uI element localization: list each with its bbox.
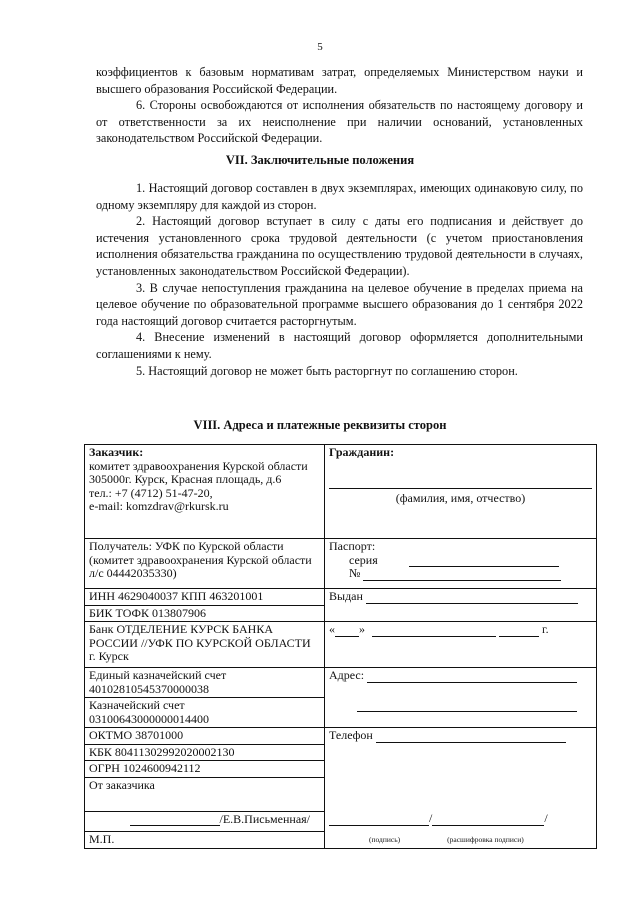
customer-oktmo: ОКТМО 38701000 bbox=[85, 728, 325, 745]
customer-seal: М.П. bbox=[85, 831, 325, 848]
passport-block bbox=[325, 539, 597, 589]
phone-line[interactable] bbox=[376, 730, 566, 743]
clause-1: 1. Настоящий договор составлен в двух экземплярах, имеющих одинаковую силу, по одному экземпляру для каждой из сторон. bbox=[96, 181, 583, 212]
customer-signature bbox=[85, 811, 325, 831]
fio-line[interactable] bbox=[329, 464, 592, 489]
customer-treasury-account bbox=[85, 698, 325, 728]
section-7-body bbox=[96, 180, 583, 379]
phone-label: Телефон bbox=[329, 728, 373, 742]
decoding-caption: (расшифровка подписи) bbox=[447, 835, 524, 844]
treasury-account-value: 03100643000000014400 bbox=[89, 711, 209, 726]
customer-phone: тел.: +7 (4712) 51-47-20, bbox=[89, 485, 213, 500]
customer-ogrn: ОГРН 1024600942112 bbox=[85, 761, 325, 778]
date-day-line[interactable] bbox=[335, 624, 359, 637]
citizen-signature bbox=[325, 811, 597, 831]
customer-bik: БИК ТОФК 013807906 bbox=[85, 605, 325, 622]
clause-2: 2. Настоящий договор вступает в силу с даты его подписания и действует до истечения установленного срока трудовой деятельности (с учетом приостановления исполнения обязательства гражданина по осуществлению трудовой деятельности в случаях, установленных законодательством Российской Федерации). bbox=[96, 214, 583, 278]
date-month-line[interactable] bbox=[372, 624, 496, 637]
clause-3: 3. В случае непоступления гражданина на целевое обучение в пределах приема на целевое обучение по образовательной программе высшего образования до 1 сентября 2022 года настоящий договор считается расторгнутым. bbox=[96, 280, 583, 328]
address-line-2[interactable] bbox=[357, 699, 577, 712]
section-8-title: VIII. Адреса и платежные реквизиты сторон bbox=[193, 418, 447, 432]
passport-number-line[interactable] bbox=[363, 568, 561, 581]
address-continuation bbox=[325, 698, 597, 728]
paragraph-continuation: коэффициентов к базовым нормативам затрат, определяемых Министерством науки и высшего образования Российской Федерации. bbox=[96, 65, 583, 96]
passport-series-label: серия bbox=[349, 552, 378, 567]
date-open-quote: « bbox=[329, 622, 335, 636]
issue-date-row bbox=[325, 622, 597, 668]
section-7-title: VII. Заключительные положения bbox=[225, 153, 415, 167]
clause-4: 4. Внесение изменений в настоящий договор оформляется дополнительными соглашениями к нему. bbox=[96, 330, 583, 361]
intro-text bbox=[96, 64, 583, 147]
paragraph-6: 6. Стороны освобождаются от исполнения обязательств по настоящему договору и от ответственности за их неисполнение при наличии оснований, установленных законодательством Российской Федерации. bbox=[96, 98, 583, 146]
passport-label: Паспорт: bbox=[329, 539, 376, 553]
signature-caption: (подпись) bbox=[369, 835, 401, 844]
issued-row bbox=[325, 589, 597, 606]
unified-account-label: Единый казначейский счет bbox=[89, 668, 227, 682]
page-number: 5 bbox=[317, 41, 323, 53]
date-year-suffix: г. bbox=[542, 622, 549, 636]
customer-unified-account bbox=[85, 668, 325, 698]
customer-from: От заказчика bbox=[85, 777, 325, 811]
address-row bbox=[325, 668, 597, 698]
customer-bank: Банк ОТДЕЛЕНИЕ КУРСК БАНКА РОССИИ //УФК ПО КУРСКОЙ ОБЛАСТИ г. Курск bbox=[85, 622, 325, 668]
customer-email: e-mail: komzdrav@rkursk.ru bbox=[89, 499, 229, 513]
customer-name: комитет здравоохранения Курской области bbox=[89, 458, 308, 473]
signature-slash: / bbox=[429, 811, 433, 825]
citizen-heading: Гражданин: bbox=[329, 445, 395, 459]
requisites-table bbox=[84, 444, 597, 849]
citizen-signature-line[interactable] bbox=[329, 813, 429, 826]
treasury-account-label: Казначейский счет bbox=[89, 698, 185, 712]
customer-recipient: Получатель: УФК по Курской области (комитет здравоохранения Курской области л/с 04442035330) bbox=[85, 539, 325, 589]
issued-line[interactable] bbox=[366, 591, 578, 604]
customer-address: 305000г. Курск, Красная площадь, д.6 bbox=[89, 472, 282, 486]
customer-signature-line[interactable] bbox=[130, 813, 220, 826]
address-line-1[interactable] bbox=[367, 670, 577, 683]
customer-heading: Заказчик: bbox=[89, 445, 144, 459]
passport-series-line[interactable] bbox=[409, 554, 559, 567]
customer-signatory: /Е.В.Письменная/ bbox=[219, 811, 310, 826]
customer-inn-kpp: ИНН 4629040037 КПП 463201001 bbox=[85, 589, 325, 606]
issued-label: Выдан bbox=[329, 589, 363, 603]
phone-row bbox=[325, 728, 597, 745]
signature-captions bbox=[325, 831, 597, 848]
signature-slash-end: / bbox=[544, 811, 548, 825]
fio-caption: (фамилия, имя, отчество) bbox=[395, 490, 526, 505]
clause-5: 5. Настоящий договор не может быть расторгнут по соглашению сторон. bbox=[136, 363, 518, 378]
date-year-line[interactable] bbox=[499, 624, 539, 637]
issued-continuation bbox=[325, 605, 597, 622]
customer-kbk: КБК 80411302992020002130 bbox=[85, 744, 325, 761]
passport-number-label: № bbox=[349, 566, 361, 580]
customer-block bbox=[85, 445, 325, 539]
citizen-block bbox=[325, 445, 597, 539]
citizen-decoding-line[interactable] bbox=[432, 813, 544, 826]
address-label: Адрес: bbox=[329, 668, 365, 682]
date-close-quote: » bbox=[359, 622, 365, 636]
unified-account-value: 40102810545370000038 bbox=[89, 681, 209, 696]
